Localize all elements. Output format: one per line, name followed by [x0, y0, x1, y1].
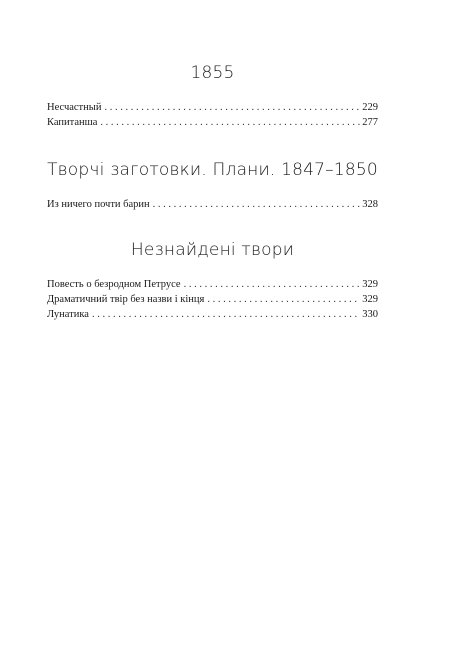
section-heading: Творчі заготовки. Плани. 1847–1850	[47, 160, 378, 180]
entry-page-number: 277	[362, 117, 378, 128]
entry-list	[47, 277, 378, 322]
dot-leader	[153, 197, 361, 212]
entry-list	[47, 197, 378, 212]
entry-page-number: 229	[362, 102, 378, 113]
toc-entry[interactable]	[47, 277, 378, 292]
entry-page-number: 328	[362, 199, 378, 210]
dot-leader	[184, 277, 361, 292]
entry-page-number: 330	[362, 309, 378, 320]
toc-section-drafts	[47, 160, 378, 212]
entry-list	[47, 100, 378, 130]
entry-title: Лунатика	[47, 309, 89, 320]
section-heading: Незнайдені твори	[130, 240, 295, 260]
toc-entry[interactable]	[47, 197, 378, 212]
entry-title: Капитанша	[47, 117, 98, 128]
entry-title: Повесть о безродном Петрусе	[47, 279, 181, 290]
dot-leader	[104, 100, 360, 115]
entry-title: Драматичний твір без назви і кінця	[47, 294, 205, 305]
toc-entry[interactable]	[47, 115, 378, 130]
toc-section-lost-works	[47, 240, 378, 322]
toc-entry[interactable]	[47, 307, 378, 322]
section-heading: 1855	[190, 63, 235, 83]
dot-leader	[207, 292, 360, 307]
entry-page-number: 329	[362, 279, 378, 290]
dot-leader	[92, 307, 360, 322]
entry-page-number: 329	[362, 294, 378, 305]
toc-entry[interactable]	[47, 292, 378, 307]
entry-title: Несчастный	[47, 102, 102, 113]
dot-leader	[100, 115, 360, 130]
entry-title: Из ничего почти барин	[47, 199, 150, 210]
toc-entry[interactable]	[47, 100, 378, 115]
toc-section-1855	[47, 63, 378, 130]
